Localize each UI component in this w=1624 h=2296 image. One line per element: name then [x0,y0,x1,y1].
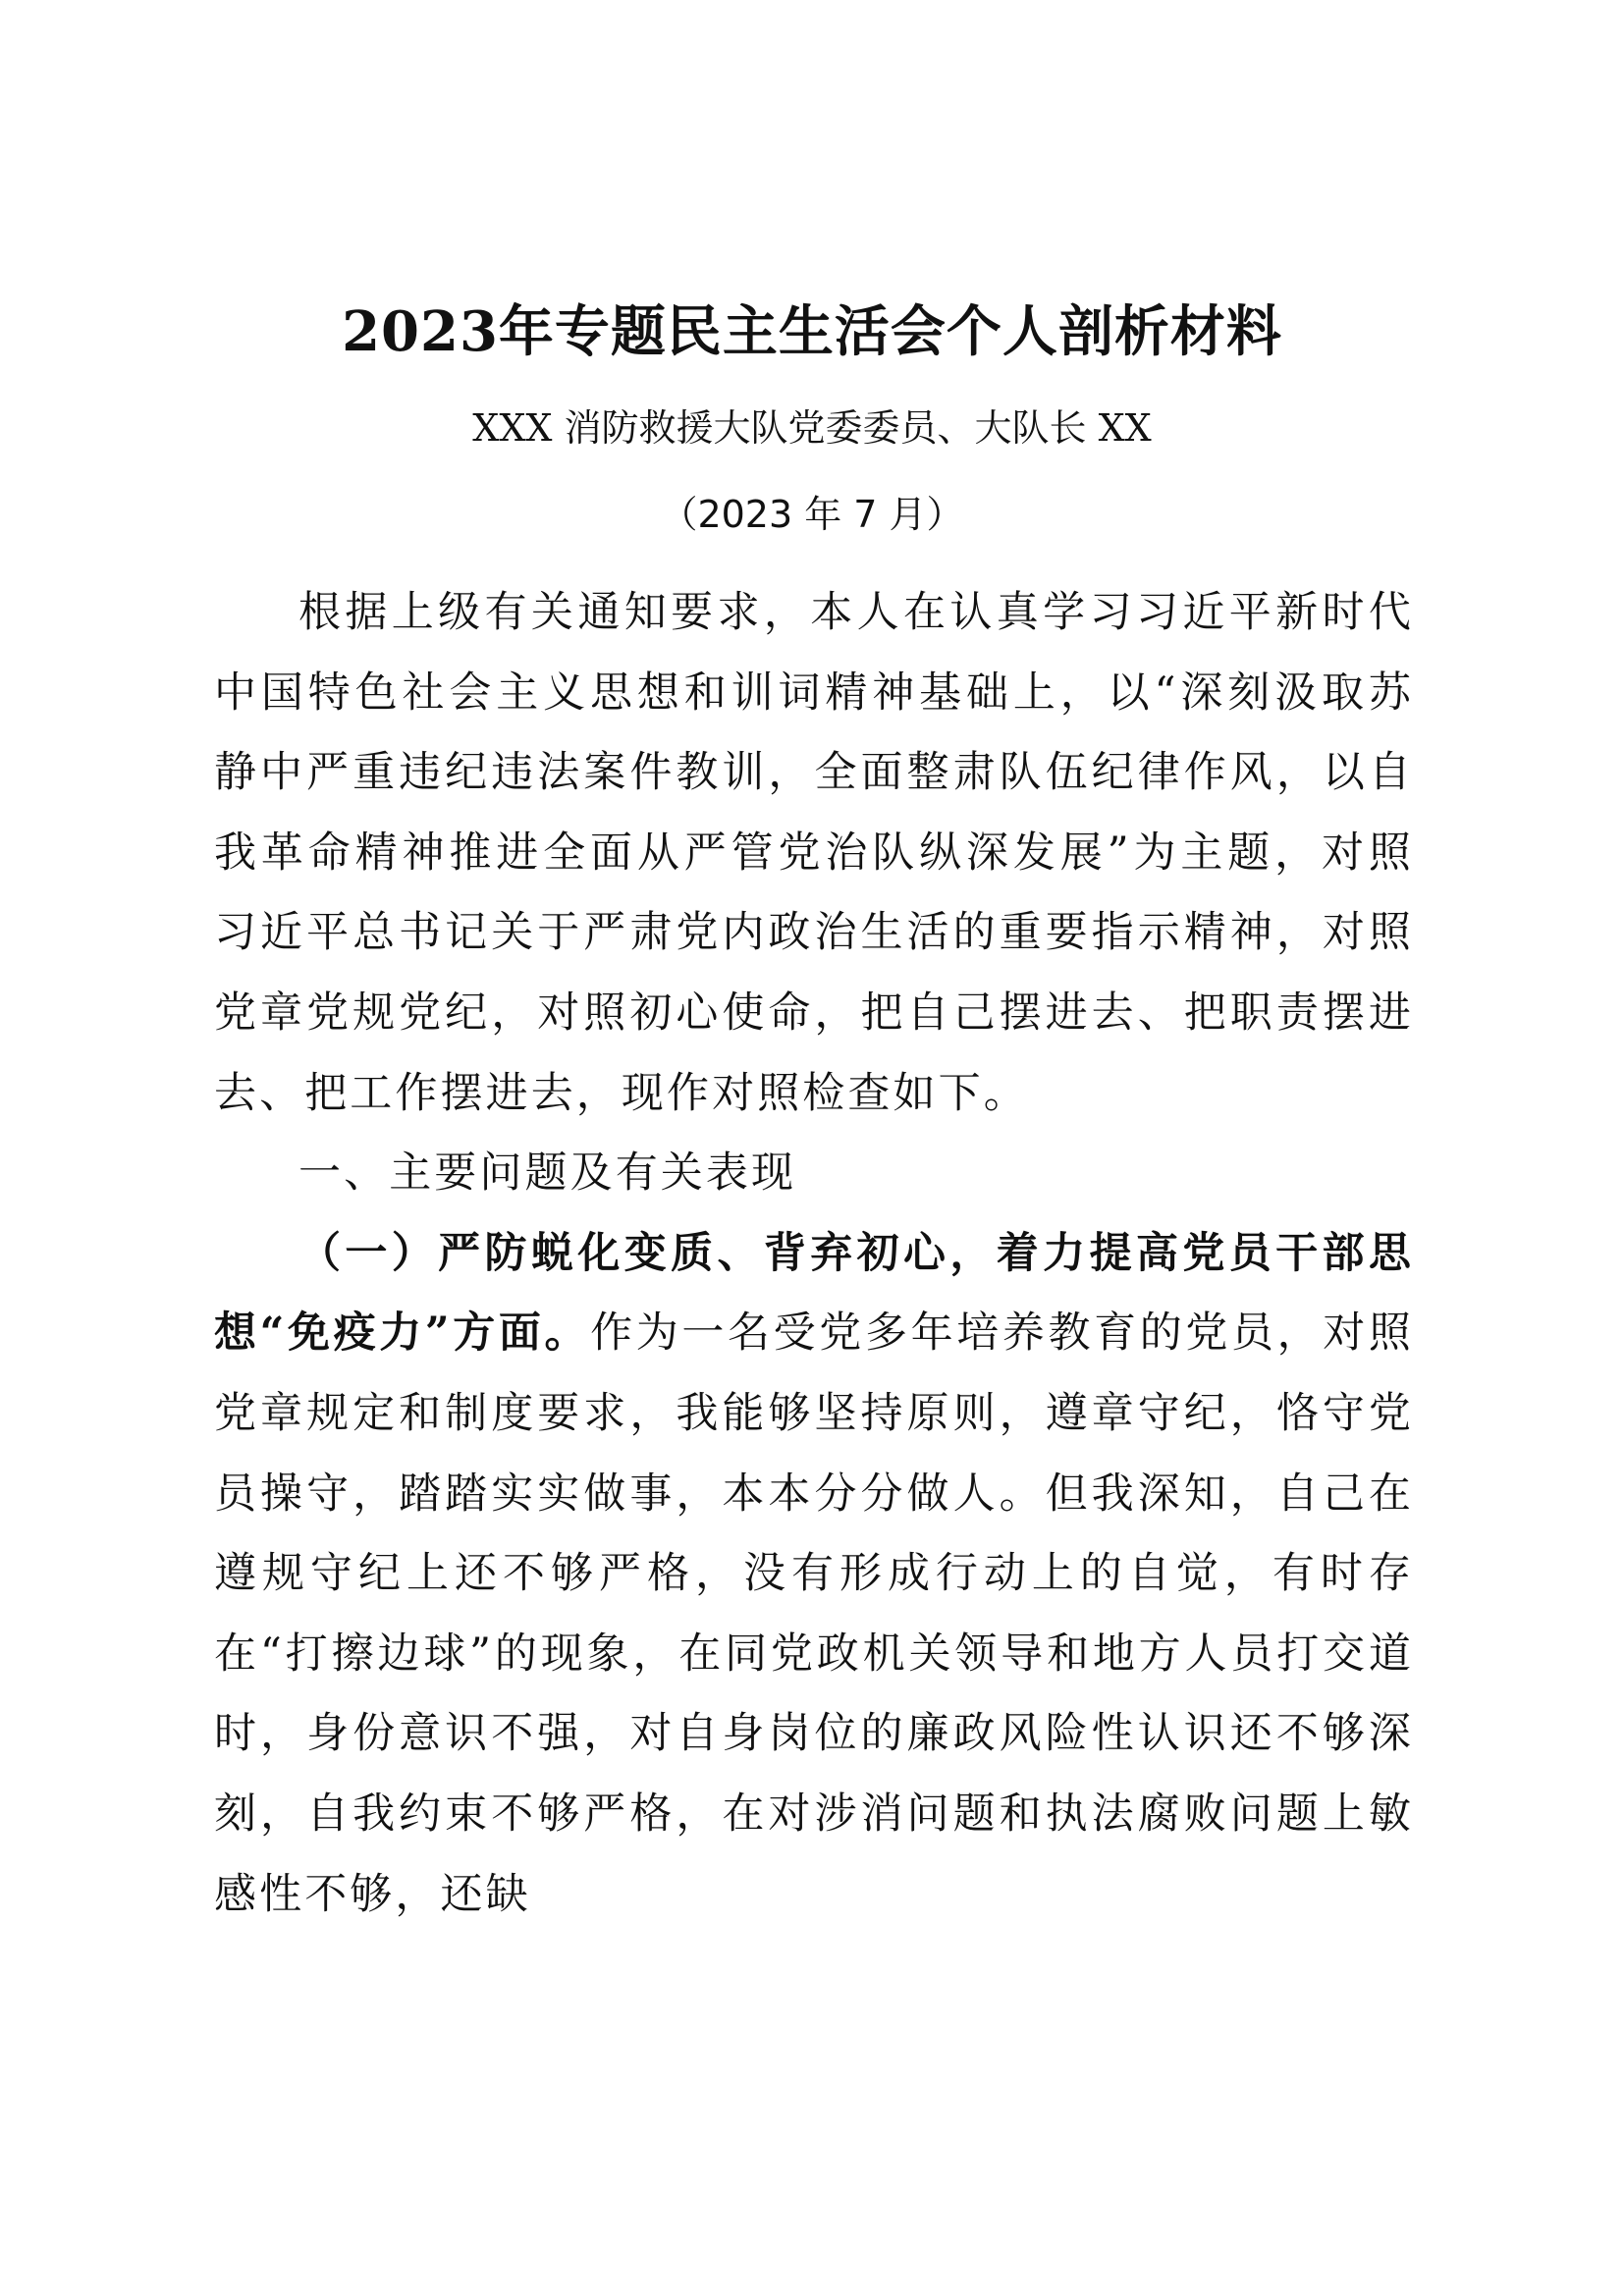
subsection-text: 作为一名受党多年培养教育的党员，对照党章规定和制度要求，我能够坚持原则，遵章守纪，恪守党员操守，踏踏实实做事，本本分分做人。但我深知，自己在遵规守纪上还不够严格，没有形成行动上的自觉，有时存在“打擦边球”的现象，在同党政机关领导和地方人员打交道时，身份意识不强，对自身岗位的廉政风险性认识还不够深刻，自我约束不够严格，在对涉消问题和执法腐败问题上敏感性不够，还缺 [214,1308,1414,1919]
document-author-line: XXX 消防救援大队党委委员、大队长 XX [472,406,1152,450]
intro-paragraph: 根据上级有关通知要求，本人在认真学习习近平新时代中国特色社会主义思想和训词精神基础上，以“深刻汲取苏静中严重违纪违法案件教训，全面整肃队伍纪律作风，以自我革命精神推进全面从严管党治队纵深发展”为主题，对照习近平总书记关于严肃党内政治生活的重要指示精神，对照党章党规党纪，对照初心使命，把自己摆进去、把职责摆进去、把工作摆进去，现作对照检查如下。 [214,588,1414,1118]
document-date: （2023 年 7 月） [660,493,964,536]
document-title: 2023年专题民主生活会个人剖析材料 [342,299,1282,364]
section-heading: 一、主要问题及有关表现 [298,1148,797,1199]
document-body [214,573,1414,1935]
subsection-bold-lead: （一）严防蜕化变质、背弃初心，着力提高党员干部思想“免疫力”方面。 [214,1228,1414,1359]
subsection-paragraph [214,1214,1414,1935]
